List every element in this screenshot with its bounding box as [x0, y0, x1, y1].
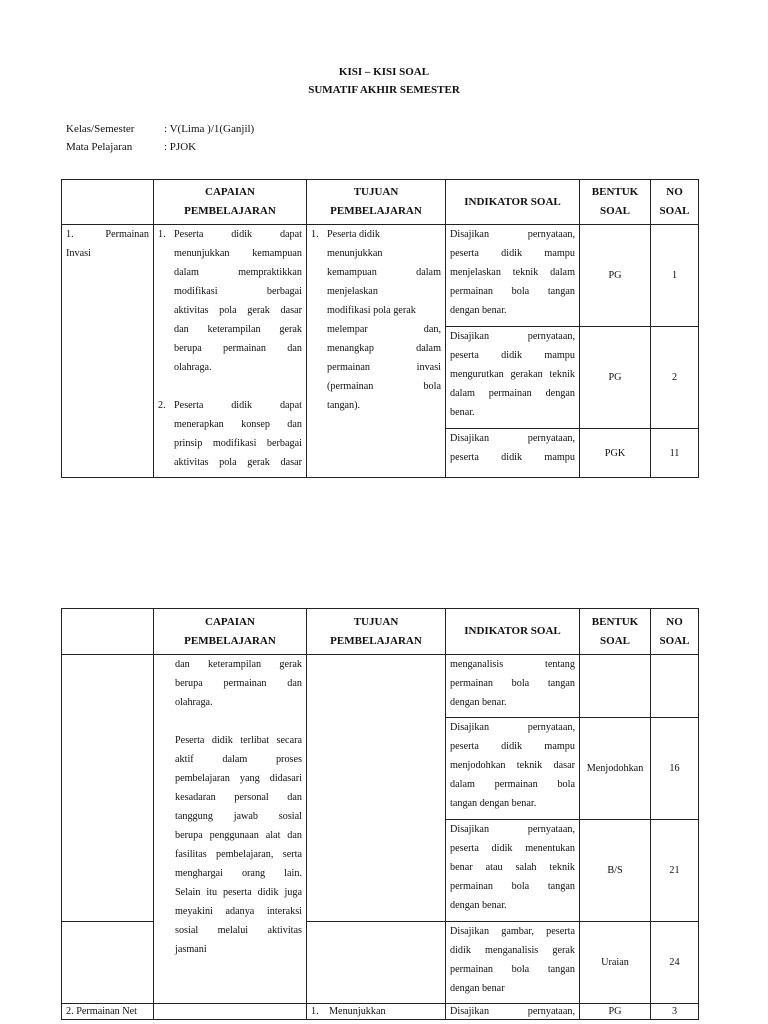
capaian-item-1-num: 1. — [158, 229, 166, 240]
cell-bentuk: B/S — [580, 820, 651, 922]
table-header-row — [62, 180, 699, 225]
kisi-table-1 — [61, 179, 699, 478]
header-no — [651, 180, 699, 225]
cell-capaian — [154, 655, 307, 1004]
capaian-line-last: jasmani — [175, 944, 207, 955]
header-no-l1: NO — [666, 186, 683, 198]
cell-bentuk: PG — [580, 225, 651, 327]
indikator-line: Disajikan pernyataan, — [450, 433, 575, 444]
capaian-item-2-text — [174, 396, 302, 472]
indikator-line-last: tangan dengan benar. — [450, 798, 537, 809]
indikator-line: permainan bola tangan — [450, 678, 575, 689]
header-capaian-l2: PEMBELAJARAN — [184, 205, 276, 217]
header-bentuk-l1: BENTUK — [591, 615, 639, 628]
cell-no: 24 — [651, 922, 699, 1004]
capaian-line: menghargai orang lain. — [175, 868, 302, 879]
spacer — [158, 377, 302, 396]
cell-materi: 2. Permainan Net — [62, 1004, 154, 1020]
capaian-line: aktif dalam proses — [175, 754, 302, 765]
cell-indikator — [446, 718, 580, 820]
capaian-1-line: berupa permainan dan — [174, 343, 302, 354]
cell-indikator — [446, 922, 580, 1004]
cell-indikator — [446, 429, 580, 478]
header-no — [651, 609, 699, 655]
cell-tujuan — [307, 655, 446, 922]
cell-indikator — [446, 1004, 580, 1020]
capaian-line: dan keterampilan gerak — [175, 659, 302, 670]
capaian-2-line: Peserta didik dapat — [174, 400, 302, 411]
capaian-line: berupa permainan dan — [175, 678, 302, 689]
cell-bentuk: PGK — [580, 429, 651, 478]
cell-materi — [62, 225, 154, 478]
header-capaian-l1: CAPAIAN — [205, 615, 255, 628]
cell-indikator — [446, 225, 580, 327]
indikator-line: permainan bola tangan — [450, 881, 575, 892]
cell-no: 16 — [651, 718, 699, 820]
capaian-line: fasilitas pembelajaran, serta — [175, 849, 302, 860]
cell-no — [651, 655, 699, 718]
indikator-line: peserta didik mampu — [450, 248, 575, 259]
tujuan-line: modifikasi pola gerak — [327, 305, 416, 316]
capaian-line: kesadaran personal dan — [175, 792, 302, 803]
tujuan-line-last: tangan). — [327, 400, 361, 411]
indikator-line-last: dengan benar — [450, 983, 505, 994]
cell-tujuan — [307, 922, 446, 1004]
kisi-table-2 — [61, 608, 699, 1020]
cell-bentuk: PG — [580, 327, 651, 429]
indikator-line: Disajikan pernyataan, — [450, 331, 575, 342]
indikator-line: dalam permainan bola — [450, 779, 575, 790]
capaian-item-2-num: 2. — [158, 400, 166, 411]
materi-word: Permainan — [105, 229, 149, 240]
header-tujuan-l2: PEMBELAJARAN — [330, 205, 422, 217]
tujuan-line: Peserta didik — [327, 229, 380, 240]
capaian-line: berupa penggunaan alat dan — [175, 830, 302, 841]
header-no-l1: NO — [666, 615, 683, 628]
indikator-line: Disajikan pernyataan, — [450, 722, 575, 733]
indikator-line: Disajikan gambar, peserta — [450, 926, 575, 937]
cell-no: 21 — [651, 820, 699, 922]
tujuan-item-1-num: 1. — [311, 229, 319, 240]
header-capaian-l2: PEMBELAJARAN — [184, 634, 276, 647]
indikator-line-last: dengan benar. — [450, 900, 507, 911]
meta-kelas-label: Kelas/Semester — [66, 123, 135, 135]
tujuan-item-1-text — [327, 225, 441, 415]
capaian-1-line: dalam mempraktikkan — [174, 267, 302, 278]
indikator-line: menganalisis tentang — [450, 659, 575, 670]
capaian-line: sosial melalui aktivitas — [175, 925, 302, 936]
table-header-row — [62, 609, 699, 655]
indikator-line: Disajikan pernyataan, — [450, 1006, 575, 1017]
indikator-line: peserta didik mampu — [450, 741, 575, 752]
header-indikator: INDIKATOR SOAL — [446, 180, 580, 225]
capaian-line: tanggung jawab sosial — [175, 811, 302, 822]
capaian-1-line: Peserta didik dapat — [174, 229, 302, 240]
cell-materi — [62, 922, 154, 1004]
indikator-line-last: dengan benar. — [450, 697, 507, 708]
cell-capaian — [154, 1004, 307, 1020]
table-row — [62, 1004, 699, 1020]
tujuan-line: menunjukkan — [327, 248, 383, 259]
document-title: KISI – KISI SOAL — [338, 66, 430, 78]
indikator-line: benar atau salah teknik — [450, 862, 575, 873]
header-capaian — [154, 180, 307, 225]
indikator-line: didik menganalisis gerak — [450, 945, 575, 956]
meta-kelas — [66, 123, 255, 135]
capaian-2-line: menerapkan konsep dan — [174, 419, 302, 430]
meta-mapel — [66, 141, 197, 153]
tujuan-item-1-num: 1. — [311, 1006, 319, 1017]
capaian-item-1-text — [174, 225, 302, 377]
capaian-1-line: aktivitas pola gerak dasar — [174, 305, 302, 316]
indikator-line: menjodohkan teknik dasar — [450, 760, 575, 771]
materi-num: 1. — [66, 229, 74, 240]
tujuan-line: permainan invasi — [327, 362, 441, 373]
cell-bentuk: Menjodohkan — [580, 718, 651, 820]
cell-no: 2 — [651, 327, 699, 429]
indikator-line: Disajikan pernyataan, — [450, 824, 575, 835]
indikator-line: Disajikan pernyataan, — [450, 229, 575, 240]
indikator-line: permainan bola tangan — [450, 286, 575, 297]
header-no-l2: SOAL — [659, 205, 690, 217]
header-bentuk-l1: BENTUK — [591, 186, 639, 198]
indikator-line: peserta didik mampu — [450, 350, 575, 361]
cell-no: 1 — [651, 225, 699, 327]
capaian-2-line: aktivitas pola gerak dasar — [174, 457, 302, 468]
cell-bentuk: Uraian — [580, 922, 651, 1004]
indikator-line: menjelaskan teknik dalam — [450, 267, 575, 278]
header-bentuk-l2: SOAL — [600, 634, 630, 647]
spacer — [175, 712, 302, 731]
meta-mapel-label: Mata Pelajaran — [66, 141, 133, 153]
cell-no: 3 — [651, 1004, 699, 1020]
meta-mapel-value: : PJOK — [164, 141, 197, 153]
tujuan-line: melempar dan, — [327, 324, 441, 335]
capaian-1-line: dan keterampilan gerak — [174, 324, 302, 335]
cell-indikator — [446, 820, 580, 922]
capaian-line: Selain itu peserta didik juga — [175, 887, 302, 898]
cell-bentuk: PG — [580, 1004, 651, 1020]
header-materi — [62, 609, 154, 655]
capaian-1-line: modifikasi berbagai — [174, 286, 302, 297]
indikator-line: peserta didik mampu — [450, 452, 575, 463]
header-indikator: INDIKATOR SOAL — [446, 609, 580, 655]
header-capaian-l1: CAPAIAN — [205, 186, 255, 198]
header-capaian — [154, 609, 307, 655]
indikator-line-last: benar. — [450, 407, 475, 418]
cell-capaian — [154, 225, 307, 478]
tujuan-line: (permainan bola — [327, 381, 441, 392]
table-row — [62, 655, 699, 718]
capaian-1-line: menunjukkan kemampuan — [174, 248, 302, 259]
capaian-line: pembelajaran yang didasari — [175, 773, 302, 784]
capaian-item-1 — [158, 225, 302, 377]
cell-bentuk — [580, 655, 651, 718]
cell-indikator — [446, 655, 580, 718]
header-tujuan — [307, 180, 446, 225]
capaian-line-last: olahraga. — [175, 697, 213, 708]
materi-rest: Invasi — [66, 248, 91, 259]
header-materi — [62, 180, 154, 225]
capaian-line: Peserta didik terlibat secara — [175, 735, 302, 746]
header-bentuk — [580, 609, 651, 655]
indikator-line: permainan bola tangan — [450, 964, 575, 975]
indikator-line: peserta didik menentukan — [450, 843, 575, 854]
cell-tujuan — [307, 1004, 446, 1020]
cell-indikator — [446, 327, 580, 429]
cell-tujuan — [307, 225, 446, 478]
header-tujuan-l2: PEMBELAJARAN — [330, 634, 422, 647]
header-tujuan-l1: TUJUAN — [353, 186, 399, 198]
document-subtitle: SUMATIF AKHIR SEMESTER — [308, 84, 460, 96]
indikator-line: dalam permainan dengan — [450, 388, 575, 399]
header-bentuk — [580, 180, 651, 225]
indikator-line: mengurutkan gerakan teknik — [450, 369, 575, 380]
header-bentuk-l2: SOAL — [600, 205, 630, 217]
capaian-2-line: prinsip modifikasi berbagai — [174, 438, 302, 449]
materi-line-1 — [66, 225, 149, 244]
table-row — [62, 225, 699, 327]
indikator-line-last: dengan benar. — [450, 305, 507, 316]
tujuan-item-1 — [311, 1004, 441, 1019]
meta-kelas-value: : V(Lima )/1(Ganjil) — [164, 123, 255, 135]
tujuan-item-1-text: Menunjukkan — [329, 1006, 386, 1017]
cell-no: 11 — [651, 429, 699, 478]
capaian-line: meyakini adanya interaksi — [175, 906, 302, 917]
capaian-item-2 — [158, 396, 302, 472]
tujuan-item-1 — [311, 225, 441, 415]
header-tujuan — [307, 609, 446, 655]
header-no-l2: SOAL — [659, 634, 690, 647]
header-tujuan-l1: TUJUAN — [353, 615, 399, 628]
tujuan-line: menangkap dalam — [327, 343, 441, 354]
tujuan-line: kemampuan dalam — [327, 267, 441, 278]
capaian-1-line-last: olahraga. — [174, 362, 212, 373]
cell-materi — [62, 655, 154, 922]
tujuan-line: menjelaskan — [327, 286, 378, 297]
